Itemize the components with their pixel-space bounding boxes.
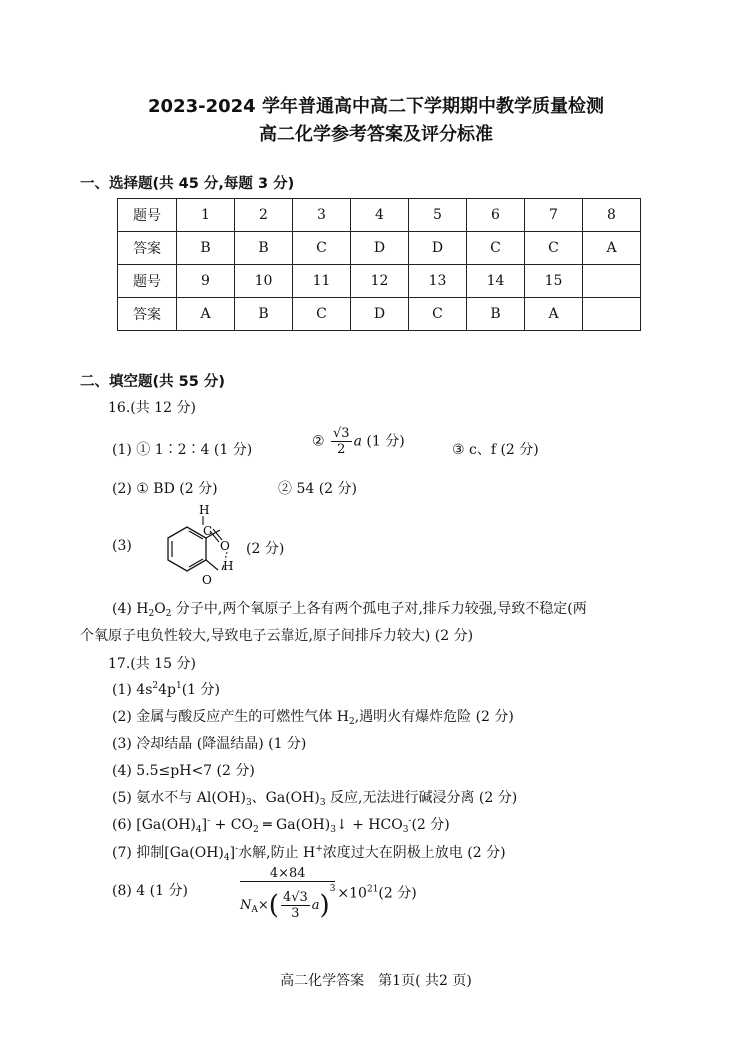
q16-part1-c: ③ c、f (2 分) [452,442,539,458]
table-cell: A [177,298,235,331]
q17-part1-prefix: (1) 4s [112,682,153,698]
inner-denominator: 3 [291,906,300,921]
subscript: 3 [245,798,252,808]
times-ten: ×10 [337,885,367,902]
eq-score: (2 分) [411,817,450,833]
eq-part: ↓ + HCO [335,817,403,833]
table-cell: B [177,232,235,265]
struct-o-carbonyl: O [220,539,230,553]
table-cell: 1 [177,199,235,232]
q17-part3: (3) 冷却结晶 (降温结晶) (1 分) [112,736,307,752]
answer-table [117,198,641,331]
q17-part8-formula [238,866,417,921]
q17-part7-d: 浓度过大在阴极上放电 (2 分) [322,845,506,861]
subscript: 3 [330,825,336,835]
q17-part6-equation [112,814,450,835]
table-row-header: 题号 [118,199,177,232]
q16-part2-a: (2) ① BD (2 分) [112,481,218,497]
table-cell: B [467,298,525,331]
table-row-header: 答案 [118,298,177,331]
q17-part4: (4) 5.5≤pH<7 (2 分) [112,763,255,779]
struct-o-hydroxyl: O [202,573,212,587]
table-cell: C [467,232,525,265]
fraction-numerator: √3 [333,426,350,441]
q16-part1-a: (1) ① 1∶2∶4 (1 分) [112,442,253,458]
subscript: 2 [348,717,355,727]
table-cell: C [293,232,351,265]
avogadro-symbol: N [240,898,252,913]
q17-part5-b: 、Ga(OH) [251,790,320,806]
table-cell: 8 [583,199,641,232]
q16-part1-b [312,426,405,457]
q17-part2-prefix: (2) 金属与酸反应产生的可燃性气体 H [112,709,349,725]
q16-part3-score: (2 分) [246,541,285,557]
eq-part: + CO [210,817,253,833]
subscript: 3 [402,825,409,835]
times-sign: × [257,898,269,913]
superscript: 2 [152,681,159,691]
variable-a: a [311,898,320,913]
title-line-2: 高二化学参考答案及评分标准 [259,124,493,145]
superscript: 1 [175,681,182,691]
table-cell: 11 [293,265,351,298]
q17-part7 [112,842,506,863]
table-row [118,298,641,331]
subscript: 3 [319,798,326,808]
table-cell: 2 [235,199,293,232]
table-cell: C [409,298,467,331]
q16-part4-prefix: (4) H [112,601,149,617]
density-denominator [240,882,335,921]
eq-part: (6) [Ga(OH) [112,817,196,833]
left-paren: ( [268,890,279,921]
table-cell: D [409,232,467,265]
q17-part8-score: (2 分) [378,885,417,902]
superscript: - [408,816,412,826]
table-cell: C [293,298,351,331]
inner-fraction [281,890,310,921]
q17-part5-a: (5) 氨水不与 Al(OH) [112,790,246,806]
superscript: - [207,816,211,826]
q17-part5-c: 反应,无法进行碱浸分离 (2 分) [330,790,518,806]
table-cell: 14 [467,265,525,298]
table-cell: 3 [293,199,351,232]
section-2-heading: 二、填空题(共 55 分) [80,374,226,390]
variable-a: a [353,433,362,450]
table-cell: B [235,232,293,265]
section-1-heading: 一、选择题(共 45 分,每题 3 分) [80,176,295,192]
table-cell: D [351,232,409,265]
table-cell: 4 [351,199,409,232]
q17-part5 [112,787,517,808]
table-cell: A [583,232,641,265]
subscript: A [251,905,258,915]
density-numerator: 4×84 [240,866,335,882]
table-row-header: 答案 [118,232,177,265]
table-cell: 5 [409,199,467,232]
subscript: 2 [148,609,155,619]
table-cell [583,265,641,298]
table-row [118,265,641,298]
table-cell: D [351,298,409,331]
molecule-structure [140,500,250,590]
inner-numerator: 4√3 [282,890,308,905]
q17-heading: 17.(共 15 分) [108,656,196,672]
q17-part7-c: 水解,防止 H [238,845,316,861]
q17-part1-score: (1 分) [181,682,220,698]
page-footer: 高二化学答案 第1页( 共2 页) [280,973,472,989]
subscript: 2 [252,825,259,835]
table-cell: 7 [525,199,583,232]
subscript: 2 [165,609,172,619]
table-cell: 15 [525,265,583,298]
q16-part2-b: ② 54 (2 分) [278,481,357,497]
struct-h-top: H [199,503,210,517]
table-cell [583,298,641,331]
power-3: 3 [329,884,336,894]
q16-part4-text: 分子中,两个氧原子上各有两个孤电子对,排斥力较强,导致不稳定(两 [175,601,587,617]
table-cell: 13 [409,265,467,298]
superscript: - [235,844,239,854]
table-row-header: 题号 [118,265,177,298]
q16-part1-b-marker: ② [312,433,325,450]
table-cell: A [525,298,583,331]
struct-h-bridge: H [223,559,234,573]
exponent-21: 21 [366,884,379,895]
subscript: 4 [195,825,202,835]
table-cell: 9 [177,265,235,298]
q16-part4-line2: 个氧原子电负性较大,导致电子云靠近,原子间排斥力较大) (2 分) [80,628,474,644]
title-line-1: 2023-2024 学年普通高中高二下学期期中教学质量检测 [148,96,604,117]
table-cell: B [235,298,293,331]
eq-part: ═ Ga(OH) [258,817,331,833]
table-cell: 12 [351,265,409,298]
table-cell: C [525,232,583,265]
fraction-sqrt3-over-2 [331,426,352,457]
q17-part7-a: (7) 抑制[Ga(OH) [112,845,224,861]
right-paren: ) [319,890,330,921]
table-cell: 10 [235,265,293,298]
density-fraction [240,866,335,921]
q16-part4-o: O [154,601,166,617]
table-row [118,232,641,265]
table-cell: 6 [467,199,525,232]
q16-part3-label: (3) [112,538,132,554]
fraction-denominator: 2 [337,442,346,457]
q17-part1-mid: 4p [158,682,176,698]
table-row [118,199,641,232]
superscript: + [315,844,323,854]
q16-part1-b-score: (1 分) [366,433,405,450]
q17-part2-text: ,遇明火有爆炸危险 (2 分) [354,709,514,725]
q17-part7-b: ] [229,845,236,861]
q16-part4-line1 [112,598,587,619]
q17-part1 [112,679,220,699]
eq-part: ] [201,817,208,833]
struct-c: C [203,524,213,538]
q17-part2 [112,706,514,727]
q16-heading: 16.(共 12 分) [108,400,196,416]
q17-part8-a: (8) 4 (1 分) [112,883,188,899]
subscript: 4 [223,853,230,863]
